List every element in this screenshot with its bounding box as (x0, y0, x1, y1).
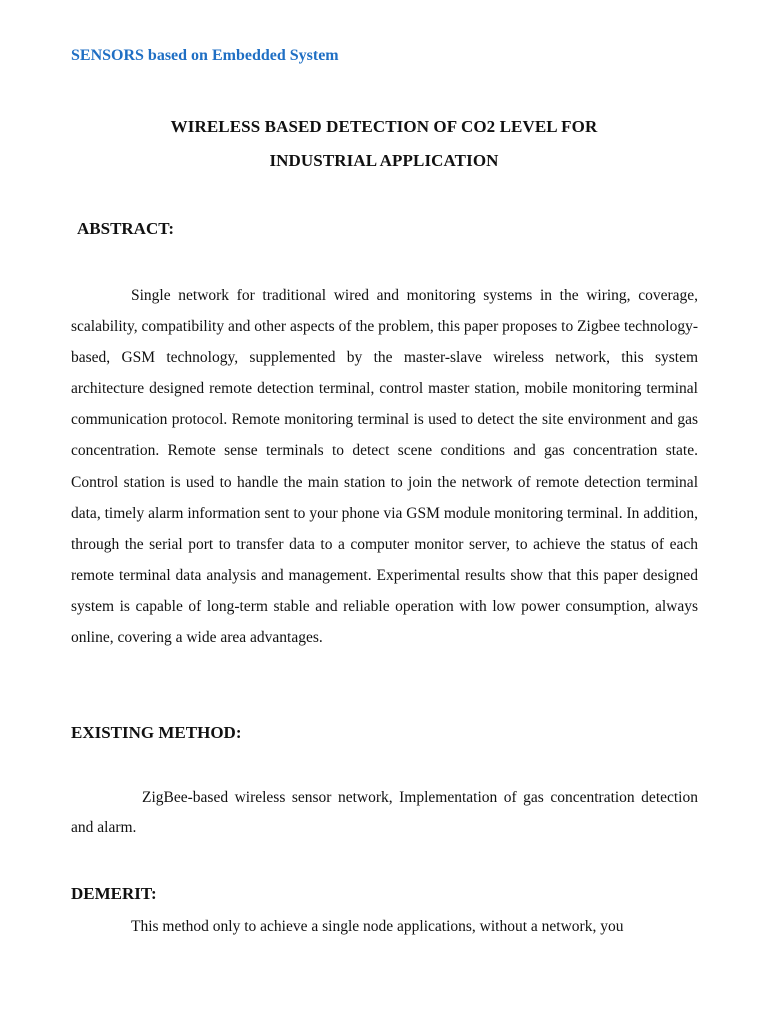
title-line-1: WIRELESS BASED DETECTION OF CO2 LEVEL FOR (170, 117, 598, 136)
existing-method-heading: EXISTING METHOD: (71, 723, 242, 742)
existing-method-paragraph: ZigBee-based wireless sensor network, Implementation of gas concentration detection and alarm. (71, 789, 698, 836)
header-tag: SENSORS based on Embedded System (71, 47, 339, 64)
title-line-2: INDUSTRIAL APPLICATION (269, 151, 499, 170)
demerit-heading: DEMERIT: (71, 884, 157, 903)
demerit-paragraph: This method only to achieve a single node applications, without a network, you (131, 918, 624, 935)
abstract-heading: ABSTRACT: (77, 219, 174, 238)
abstract-paragraph: Single network for traditional wired and monitoring systems in the wiring, coverage, scalability, compatibility and other aspects of the problem, this paper proposes to Zigbee technology-based, GSM technology, supplemented by the master-slave wireless network, this system architecture designed remote detection terminal, control master station, mobile monitoring terminal communication protocol. Remote monitoring terminal is used to detect the site environment and gas concentration. Remote sense terminals to detect scene conditions and gas concentration state. Control station is used to handle the main station to join the network of remote detection terminal data, timely alarm information sent to your phone via GSM module monitoring terminal. In addition, through the serial port to transfer data to a computer monitor server, to achieve the status of each remote terminal data analysis and management. Experimental results show that this paper designed system is capable of long-term stable and reliable operation with low power consumption, always online, covering a wide area advantages. (71, 287, 699, 647)
